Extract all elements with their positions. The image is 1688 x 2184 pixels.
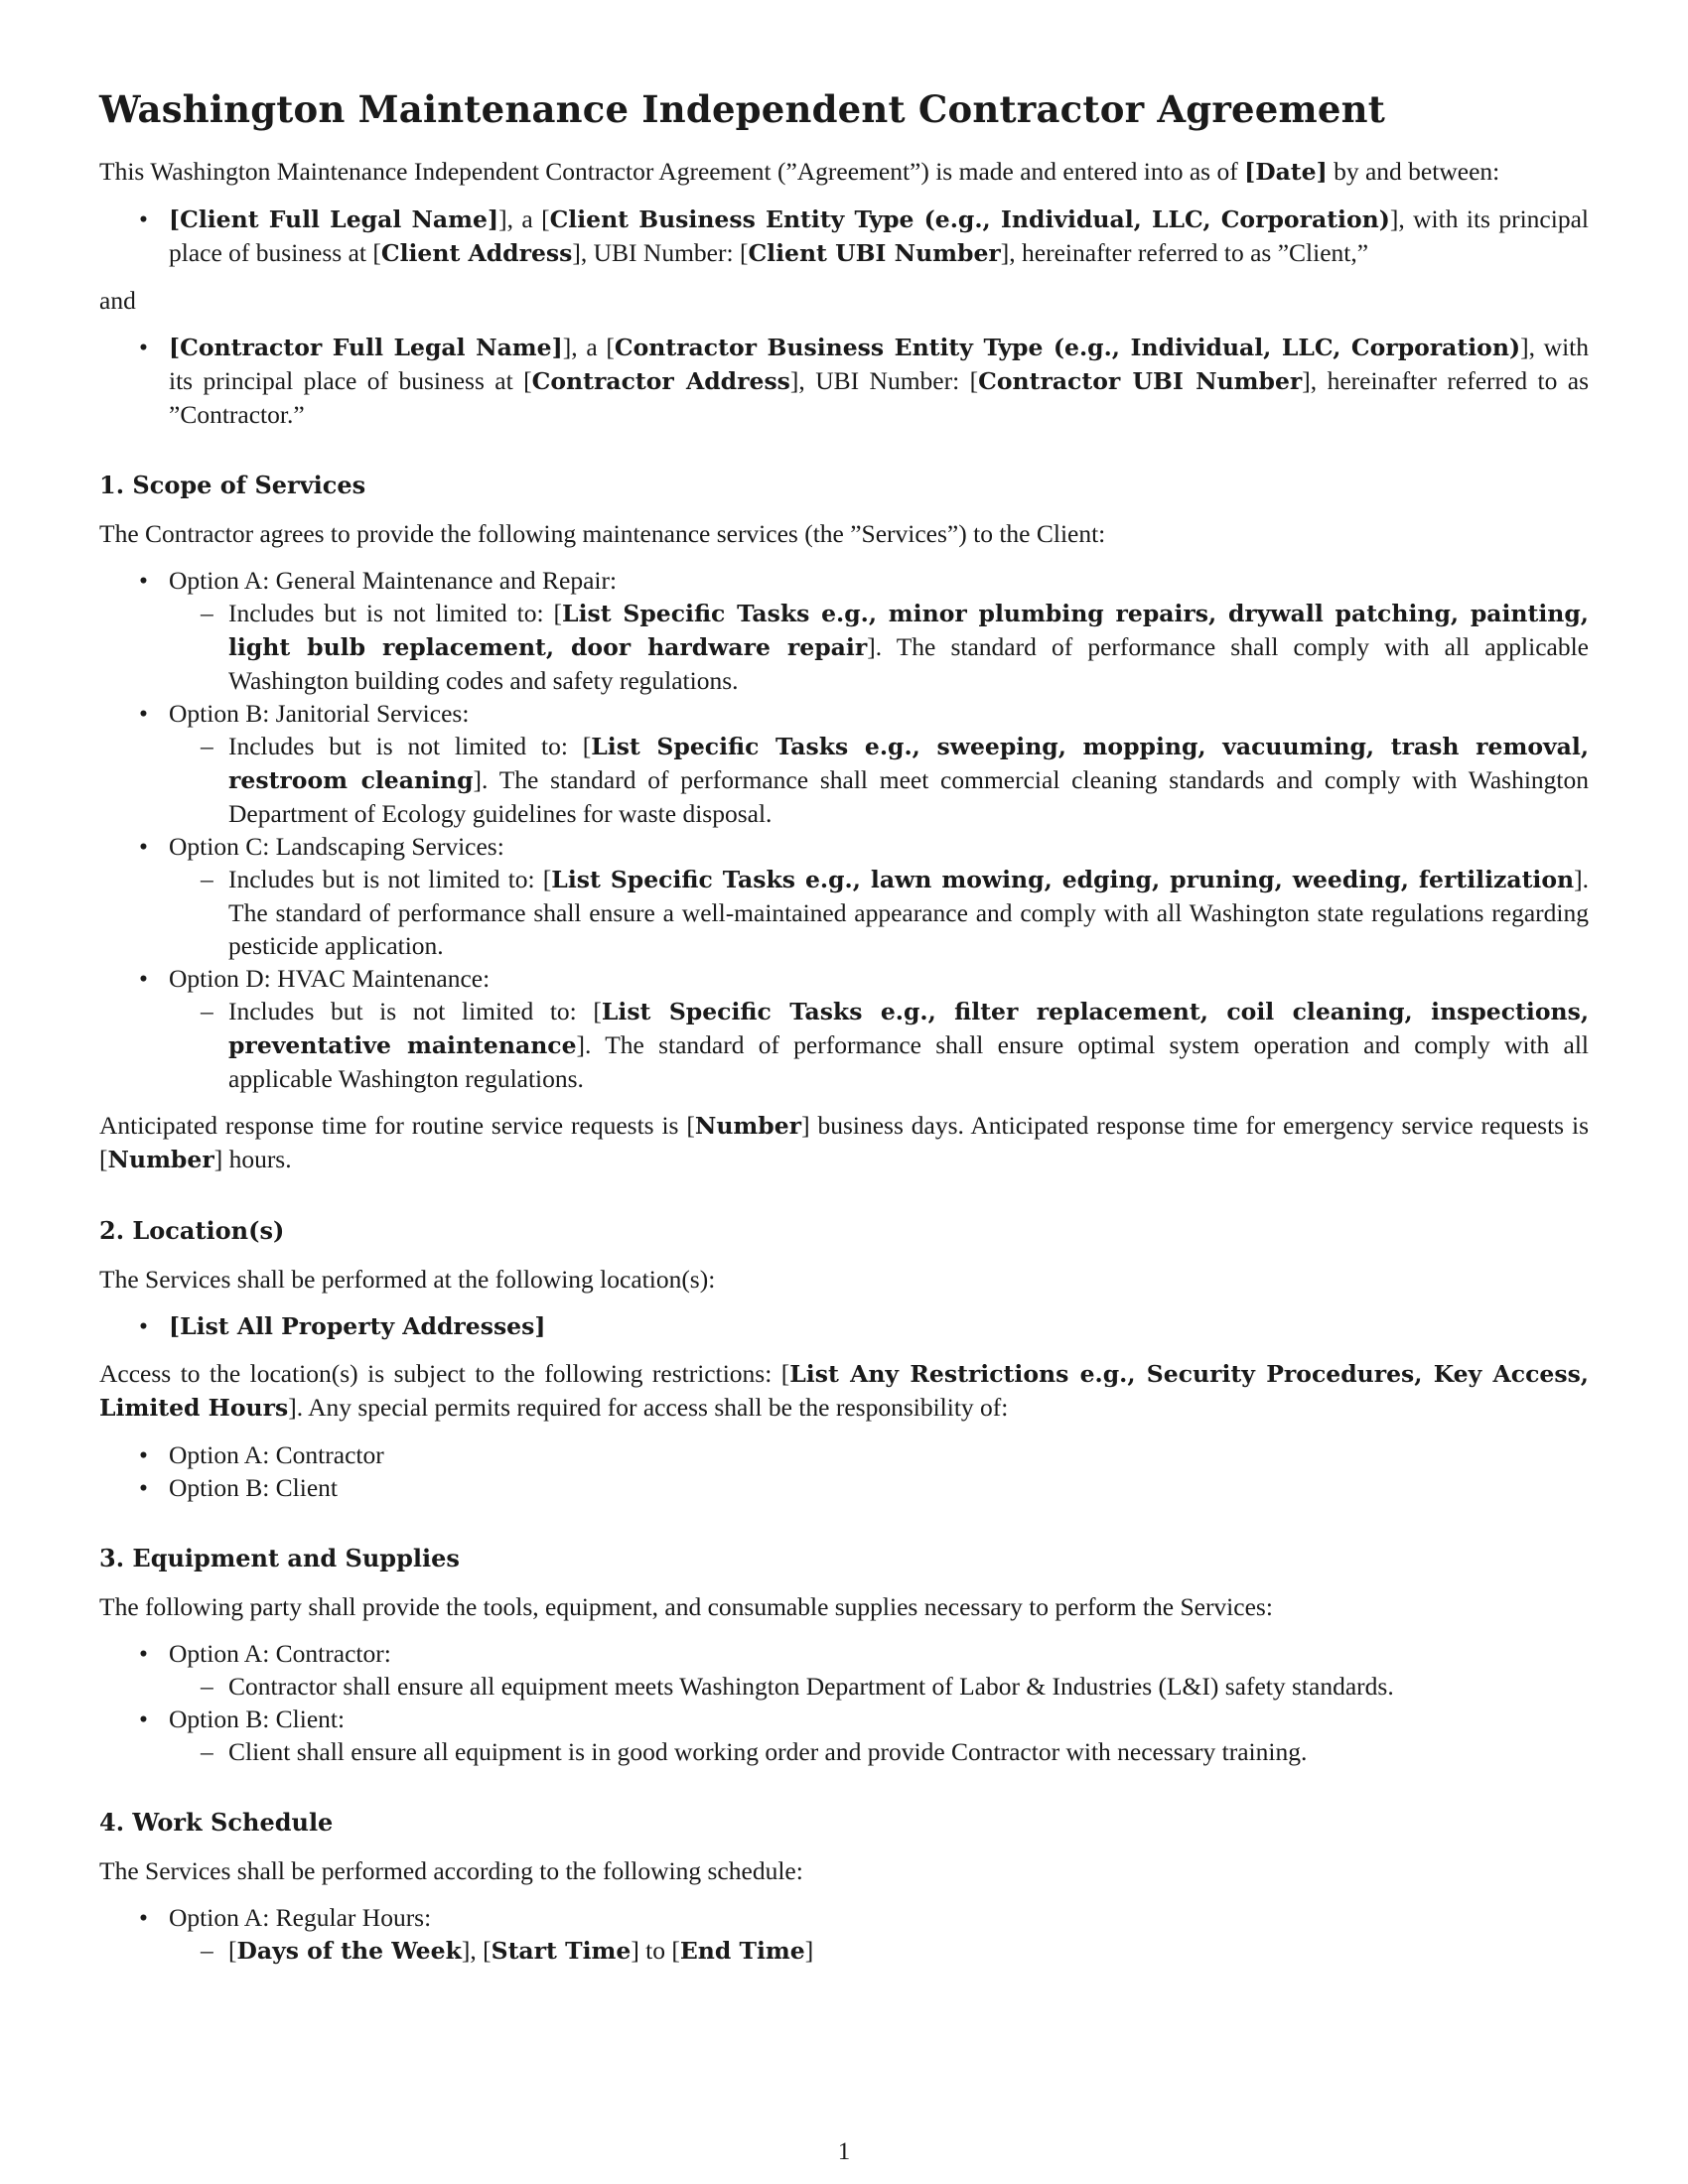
- section-1-heading: 1. Scope of Services: [99, 471, 366, 499]
- section-3-intro: The following party shall provide the tools, equipment, and consumable supplies necessary to perform the Services:: [99, 1592, 1273, 1621]
- list-item: – [Days of the Week], [Start Time] to [End Time]: [169, 1934, 1589, 1968]
- list-item: • Option C: Landscaping Services: – Includes but is not limited to: [List Specific Tasks e.g., lawn mowing, edging, pruning, weeding, fertilization]. The standard of performance shall ensure a well-maintained appearance and comply with all Washington state regulations regarding pesticide application.: [99, 830, 1589, 962]
- list-item: – Includes but is not limited to: [List Specific Tasks e.g., sweeping, mopping, vacuuming, trash removal, restroom cleaning]. The standard of performance shall meet commercial cleaning standards and comply with Washington Department of Ecology guidelines for waste disposal.: [169, 730, 1589, 830]
- list-item: – Client shall ensure all equipment is in good working order and provide Contractor with necessary training.: [169, 1735, 1589, 1768]
- client-party-list: [99, 203, 1589, 270]
- permits-options-list: [99, 1438, 1589, 1504]
- access-paragraph: Access to the location(s) is subject to the following restrictions: [List Any Restrictions e.g., Security Procedures, Key Access, Limited Hours]. Any special permits required for access shall be the responsibility of:: [99, 1359, 1589, 1422]
- section-4-heading: 4. Work Schedule: [99, 1808, 334, 1837]
- addresses-list: [99, 1309, 1589, 1343]
- list-item: • Option A: Contractor: – Contractor shall ensure all equipment meets Washington Department of Labor & Industries (L&I) safety standards.: [99, 1637, 1589, 1703]
- date-placeholder: [Date]: [1244, 158, 1328, 186]
- response-time-paragraph: Anticipated response time for routine service requests is [Number] business days. Anticipated response time for emergency service requests is [Number] hours.: [99, 1111, 1589, 1173]
- list-item: – Contractor shall ensure all equipment meets Washington Department of Labor & Industries (L&I) safety standards.: [169, 1670, 1589, 1703]
- equipment-options-list: [99, 1637, 1589, 1768]
- list-item: • Option B: Client: – Client shall ensure all equipment is in good working order and provide Contractor with necessary training.: [99, 1703, 1589, 1768]
- page-number: 1: [837, 2138, 851, 2165]
- document-title: Washington Maintenance Independent Contractor Agreement: [99, 87, 1385, 131]
- list-item: • Option B: Client: [99, 1471, 1589, 1504]
- list-item: – Includes but is not limited to: [List Specific Tasks e.g., lawn mowing, edging, pruning, weeding, fertilization]. The standard of performance shall ensure a well-maintained appearance and comply with all Washington state regulations regarding pesticide application.: [169, 863, 1589, 962]
- and-connector: and: [99, 286, 136, 315]
- client-party-item: • [Client Full Legal Name]], a [Client Business Entity Type (e.g., Individual, LLC, Corporation)], with its principal place of business at [Client Address], UBI Number: [Client UBI Number], hereinafter referred to as ”Client,”: [99, 203, 1589, 270]
- section-3-heading: 3. Equipment and Supplies: [99, 1544, 460, 1572]
- section-2-heading: 2. Location(s): [99, 1216, 285, 1245]
- list-item: • Option B: Janitorial Services: – Includes but is not limited to: [List Specific Tasks e.g., sweeping, mopping, vacuuming, trash removal, restroom cleaning]. The standard of performance shall meet commercial cleaning standards and comply with Washington Department of Ecology guidelines for waste disposal.: [99, 697, 1589, 830]
- list-item: • [List All Property Addresses]: [99, 1309, 1589, 1343]
- contractor-party-list: [99, 331, 1589, 431]
- document-page: [99, 87, 1589, 1968]
- schedule-options-list: [99, 1901, 1589, 1968]
- list-item: – Includes but is not limited to: [List Specific Tasks e.g., minor plumbing repairs, drywall patching, painting, light bulb replacement, door hardware repair]. The standard of performance shall comply with all applicable Washington building codes and safety regulations.: [169, 597, 1589, 697]
- list-item: • Option A: Regular Hours: – [Days of the Week], [Start Time] to [End Time]: [99, 1901, 1589, 1968]
- list-item: • Option A: Contractor: [99, 1438, 1589, 1471]
- list-item: • Option A: General Maintenance and Repair: – Includes but is not limited to: [List Specific Tasks e.g., minor plumbing repairs, drywall patching, painting, light bulb replacement, door hardware repair]. The standard of performance shall comply with all applicable Washington building codes and safety regulations.: [99, 564, 1589, 697]
- services-options-list: [99, 564, 1589, 1095]
- section-2-intro: The Services shall be performed at the following location(s):: [99, 1265, 716, 1294]
- contractor-party-item: • [Contractor Full Legal Name]], a [Contractor Business Entity Type (e.g., Individual, LLC, Corporation)], with its principal place of business at [Contractor Address], UBI Number: [Contractor UBI Number], hereinafter referred to as ”Contractor.”: [99, 331, 1589, 431]
- list-item: • Option D: HVAC Maintenance: – Includes but is not limited to: [List Specific Tasks e.g., filter replacement, coil cleaning, inspections, preventative maintenance]. The standard of performance shall ensure optimal system operation and comply with all applicable Washington regulations.: [99, 962, 1589, 1095]
- list-item: – Includes but is not limited to: [List Specific Tasks e.g., filter replacement, coil cleaning, inspections, preventative maintenance]. The standard of performance shall ensure optimal system operation and comply with all applicable Washington regulations.: [169, 995, 1589, 1095]
- section-4-intro: The Services shall be performed according to the following schedule:: [99, 1856, 803, 1885]
- intro-paragraph: This Washington Maintenance Independent Contractor Agreement (”Agreement”) is made and entered into as of [Date] by and between:: [99, 157, 1500, 186]
- section-1-intro: The Contractor agrees to provide the following maintenance services (the ”Services”) to the Client:: [99, 519, 1106, 548]
